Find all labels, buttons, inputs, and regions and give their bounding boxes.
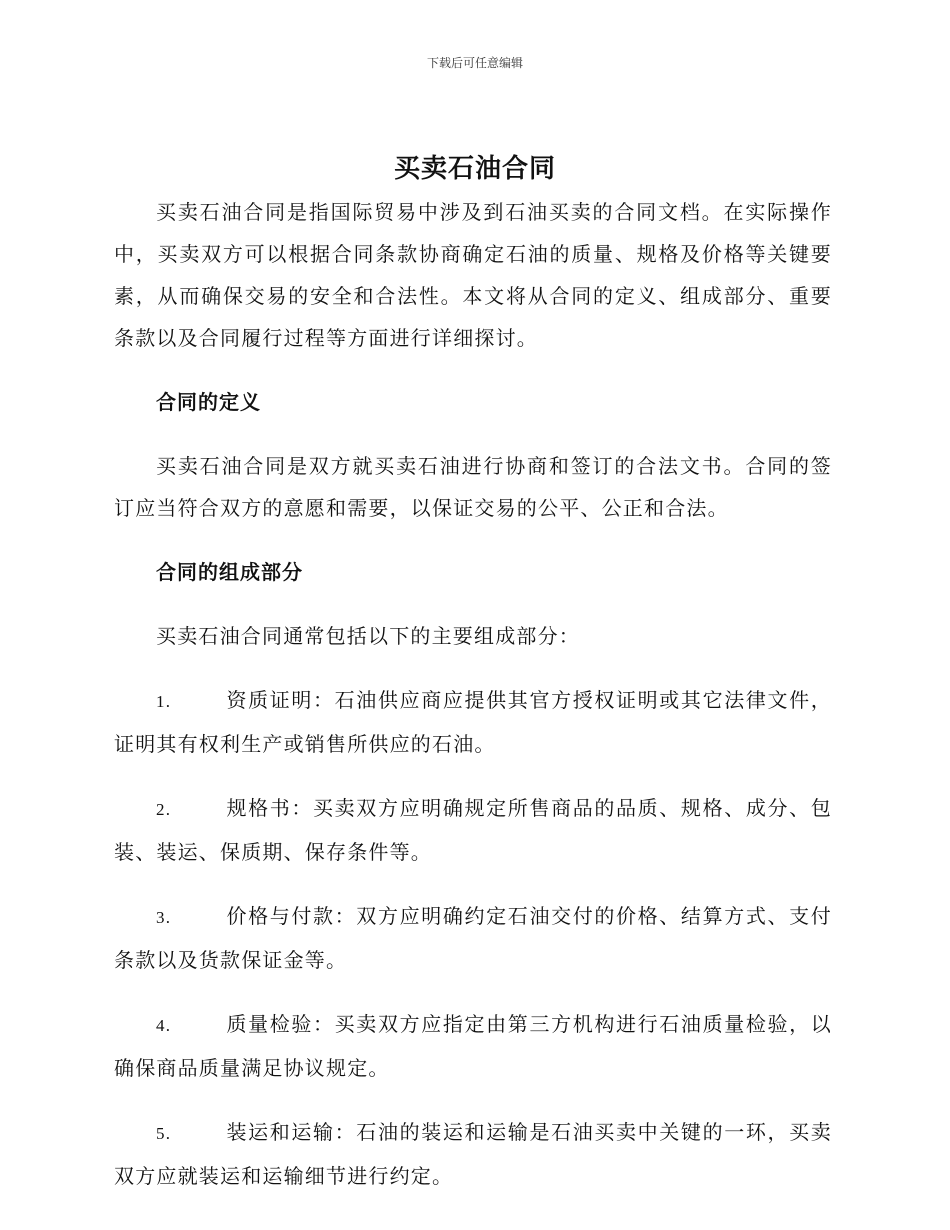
list-item [114,895,832,981]
intro-paragraph: 买卖石油合同是指国际贸易中涉及到石油买卖的合同文档。在实际操作中，买卖双方可以根据合同条款协商确定石油的质量、规格及价格等关键要素，从而确保交易的安全和合法性。本文将从合同的定义、组成部分、重要条款以及合同履行过程等方面进行详细探讨。 [114,200,832,350]
list-item [114,679,832,765]
list-item [114,1111,832,1197]
list-item-text: 规格书：买卖双方应明确规定所售商品的品质、规格、成分、包装、装运、保质期、保存条件等。 [114,796,832,864]
list-item-number: 2. [156,800,172,819]
section-heading-components: 合同的组成部分 [156,560,303,584]
document-title: 买卖石油合同 [393,154,556,184]
list-item [114,1003,832,1089]
list-item [114,787,832,873]
list-item-number: 1. [156,692,172,711]
definition-paragraph: 买卖石油合同是双方就买卖石油进行协商和签订的合法文书。合同的签订应当符合双方的意愿和需要，以保证交易的公平、公正和合法。 [114,454,832,520]
page-header-note: 下载后可任意编辑 [426,56,523,70]
list-item-text: 资质证明：石油供应商应提供其官方授权证明或其它法律文件，证明其有权利生产或销售所供应的石油。 [114,688,832,756]
document-body [114,191,832,1219]
section-heading-definition: 合同的定义 [156,390,261,414]
list-item-number: 3. [156,908,172,927]
list-item-number: 5. [156,1124,172,1143]
list-item-text: 质量检验：买卖双方应指定由第三方机构进行石油质量检验，以确保商品质量满足协议规定。 [114,1012,832,1080]
list-item-text: 价格与付款：双方应明确约定石油交付的价格、结算方式、支付条款以及货款保证金等。 [114,904,832,972]
components-intro-paragraph: 买卖石油合同通常包括以下的主要组成部分： [156,624,580,648]
list-item-number: 4. [156,1016,172,1035]
list-item-text: 装运和运输：石油的装运和运输是石油买卖中关键的一环，买卖双方应就装运和运输细节进行约定。 [114,1120,832,1188]
